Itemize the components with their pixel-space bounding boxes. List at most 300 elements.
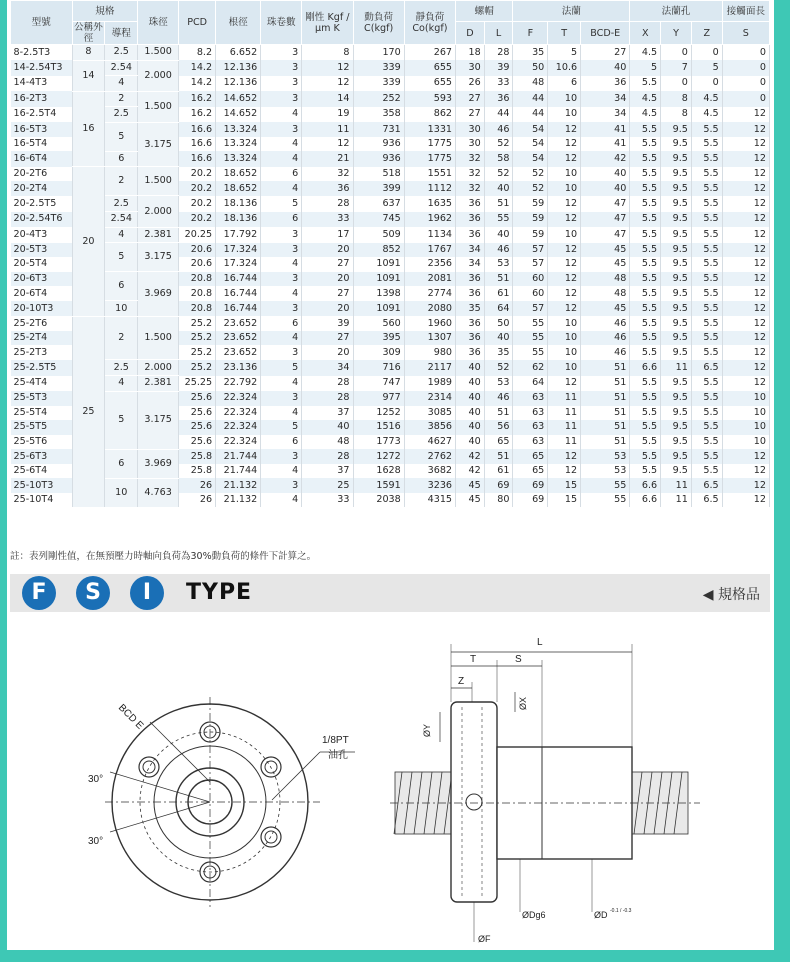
cell-c4: 25.6 <box>179 406 216 421</box>
cell-c14: 34 <box>581 91 630 107</box>
cell-c13: 10 <box>548 227 581 243</box>
table-row <box>11 91 770 107</box>
cell-c5: 16.744 <box>216 286 261 301</box>
cell-c18: 12 <box>722 493 769 508</box>
cell-c9: 3236 <box>404 478 455 493</box>
cell-c10: 42 <box>456 449 485 464</box>
cell-c17: 5.5 <box>691 243 722 258</box>
cell-c0: 25-5T5 <box>11 420 73 435</box>
header-ball: 珠徑 <box>138 1 179 45</box>
header-static-load: 靜負荷 Co(kgf) <box>404 1 455 45</box>
cell-c0: 25-6T4 <box>11 464 73 479</box>
cell-c15: 5.5 <box>630 212 661 228</box>
cell-c5: 13.324 <box>216 137 261 152</box>
angle-label-bottom: 30° <box>88 836 104 847</box>
label-t: T <box>470 654 477 665</box>
cell-c14: 45 <box>581 243 630 258</box>
header-nut: 螺帽 <box>456 1 513 22</box>
cell-c9: 1635 <box>404 196 455 212</box>
cell-c13: 12 <box>548 137 581 152</box>
cell-c13: 11 <box>548 391 581 406</box>
cell-c17: 5.5 <box>691 196 722 212</box>
cell-c7: 27 <box>302 257 353 272</box>
cell-c11: 50 <box>484 316 513 331</box>
cell-c4: 25.8 <box>179 449 216 464</box>
cell-c13: 10 <box>548 331 581 346</box>
cell-c9: 2117 <box>404 360 455 376</box>
cell-c14: 53 <box>581 449 630 464</box>
cell-c2: 2.5 <box>105 45 138 61</box>
cell-c11: 52 <box>484 167 513 182</box>
cell-c3: 2.381 <box>138 376 179 392</box>
cell-c17: 5.5 <box>691 227 722 243</box>
cell-c18: 12 <box>722 478 769 493</box>
cell-c0: 25-2T6 <box>11 316 73 331</box>
cell-c7: 20 <box>302 345 353 360</box>
header-f: F <box>513 22 548 45</box>
spec-table-wrapper <box>10 0 770 508</box>
cell-c6: 3 <box>261 60 302 76</box>
cell-c8: 509 <box>353 227 404 243</box>
cell-c18: 12 <box>722 243 769 258</box>
cell-c1: 16 <box>72 91 105 167</box>
cell-c10: 40 <box>456 435 485 450</box>
cell-c9: 1960 <box>404 316 455 331</box>
cell-c5: 13.324 <box>216 122 261 137</box>
cell-c2: 2.5 <box>105 107 138 123</box>
bcd-leader <box>150 722 210 782</box>
cell-c12: 65 <box>513 464 548 479</box>
cell-c11: 51 <box>484 406 513 421</box>
cell-c6: 6 <box>261 435 302 450</box>
cell-c16: 9.5 <box>661 137 692 152</box>
table-row <box>11 122 770 137</box>
cell-c12: 64 <box>513 376 548 392</box>
cell-c14: 51 <box>581 420 630 435</box>
cell-c11: 80 <box>484 493 513 508</box>
cell-c3: 3.175 <box>138 391 179 449</box>
cell-c3: 3.969 <box>138 272 179 317</box>
header-root: 根徑 <box>216 1 261 45</box>
cell-c8: 747 <box>353 376 404 392</box>
cell-c15: 6.6 <box>630 360 661 376</box>
cell-c14: 36 <box>581 76 630 92</box>
table-row <box>11 391 770 406</box>
cell-c11: 51 <box>484 272 513 287</box>
cell-c12: 54 <box>513 151 548 167</box>
cell-c4: 14.2 <box>179 60 216 76</box>
cell-c12: 59 <box>513 196 548 212</box>
cell-c16: 9.5 <box>661 435 692 450</box>
cell-c14: 47 <box>581 212 630 228</box>
cell-c13: 10.6 <box>548 60 581 76</box>
cell-c8: 560 <box>353 316 404 331</box>
table-row <box>11 227 770 243</box>
cell-c17: 4.5 <box>691 107 722 123</box>
cell-c12: 62 <box>513 360 548 376</box>
cell-c15: 5.5 <box>630 257 661 272</box>
cell-c6: 3 <box>261 272 302 287</box>
cell-c8: 2038 <box>353 493 404 508</box>
cell-c9: 3682 <box>404 464 455 479</box>
cell-c15: 5.5 <box>630 122 661 137</box>
cell-c4: 25.2 <box>179 360 216 376</box>
cell-c11: 40 <box>484 227 513 243</box>
standard-label: ◀ 規格品 <box>702 587 760 603</box>
cell-c4: 16.6 <box>179 122 216 137</box>
cell-c17: 0 <box>691 76 722 92</box>
cell-c10: 32 <box>456 181 485 196</box>
cell-c10: 45 <box>456 478 485 493</box>
cell-c14: 55 <box>581 493 630 508</box>
cell-c13: 11 <box>548 406 581 421</box>
cell-c7: 28 <box>302 449 353 464</box>
cell-c11: 61 <box>484 286 513 301</box>
cell-c0: 25-4T4 <box>11 376 73 392</box>
cell-c6: 3 <box>261 391 302 406</box>
header-stiffness: 剛性 Kgf /μm K <box>302 1 353 45</box>
cell-c18: 12 <box>722 122 769 137</box>
cell-c11: 33 <box>484 76 513 92</box>
cell-c4: 8.2 <box>179 45 216 61</box>
cell-c14: 45 <box>581 257 630 272</box>
cell-c6: 4 <box>261 137 302 152</box>
header-contact: 接觸面長 <box>722 1 769 22</box>
cell-c11: 40 <box>484 331 513 346</box>
cell-c10: 18 <box>456 45 485 61</box>
cell-c12: 55 <box>513 331 548 346</box>
label-y: ØY <box>422 723 432 737</box>
cell-c15: 4.5 <box>630 45 661 61</box>
cell-c4: 16.6 <box>179 151 216 167</box>
cell-c8: 1773 <box>353 435 404 450</box>
cell-c0: 20-6T3 <box>11 272 73 287</box>
cell-c4: 25.6 <box>179 420 216 435</box>
cell-c17: 5.5 <box>691 137 722 152</box>
cell-c5: 17.324 <box>216 243 261 258</box>
cell-c14: 47 <box>581 227 630 243</box>
cell-c16: 9.5 <box>661 151 692 167</box>
cell-c4: 20.8 <box>179 272 216 287</box>
cell-c6: 3 <box>261 345 302 360</box>
cell-c13: 10 <box>548 167 581 182</box>
cell-c14: 46 <box>581 331 630 346</box>
header-circuits: 珠卷數 <box>261 1 302 45</box>
cell-c11: 69 <box>484 478 513 493</box>
cell-c6: 4 <box>261 376 302 392</box>
cell-c11: 35 <box>484 345 513 360</box>
cell-c4: 16.6 <box>179 137 216 152</box>
label-d: ØD <box>594 910 608 920</box>
cell-c2: 2.5 <box>105 360 138 376</box>
cell-c13: 10 <box>548 107 581 123</box>
cell-c9: 2314 <box>404 391 455 406</box>
cell-c8: 339 <box>353 76 404 92</box>
cell-c15: 5.5 <box>630 420 661 435</box>
cell-c11: 36 <box>484 91 513 107</box>
cell-c17: 5.5 <box>691 212 722 228</box>
cell-c10: 36 <box>456 227 485 243</box>
cell-c7: 20 <box>302 301 353 317</box>
cell-c1: 20 <box>72 167 105 316</box>
cell-c16: 9.5 <box>661 243 692 258</box>
cell-c7: 28 <box>302 196 353 212</box>
cell-c18: 12 <box>722 272 769 287</box>
cell-c9: 1767 <box>404 243 455 258</box>
cell-c7: 25 <box>302 478 353 493</box>
cell-c11: 52 <box>484 137 513 152</box>
cell-c2: 6 <box>105 151 138 167</box>
cell-c9: 1962 <box>404 212 455 228</box>
cell-c16: 8 <box>661 107 692 123</box>
cell-c10: 32 <box>456 167 485 182</box>
cell-c3: 3.969 <box>138 449 179 478</box>
cell-c11: 56 <box>484 420 513 435</box>
cell-c14: 51 <box>581 360 630 376</box>
cell-c4: 20.2 <box>179 167 216 182</box>
cell-c14: 34 <box>581 107 630 123</box>
cell-c8: 170 <box>353 45 404 61</box>
cell-c14: 46 <box>581 345 630 360</box>
badge-i: I <box>130 576 164 610</box>
cell-c7: 36 <box>302 181 353 196</box>
cell-c1: 14 <box>72 60 105 91</box>
cell-c8: 1398 <box>353 286 404 301</box>
header-z: Z <box>691 22 722 45</box>
cell-c15: 5.5 <box>630 227 661 243</box>
cell-c7: 21 <box>302 151 353 167</box>
cell-c11: 61 <box>484 464 513 479</box>
cell-c10: 36 <box>456 196 485 212</box>
cell-c10: 36 <box>456 345 485 360</box>
cell-c8: 977 <box>353 391 404 406</box>
cell-c8: 637 <box>353 196 404 212</box>
cell-c15: 5.5 <box>630 243 661 258</box>
cell-c10: 32 <box>456 151 485 167</box>
cell-c13: 12 <box>548 376 581 392</box>
bcd-label: BCD E <box>115 702 146 732</box>
cell-c8: 339 <box>353 60 404 76</box>
cell-c3: 3.175 <box>138 122 179 167</box>
cell-c5: 16.744 <box>216 272 261 287</box>
cell-c8: 936 <box>353 137 404 152</box>
cell-c5: 21.744 <box>216 449 261 464</box>
cell-c15: 5.5 <box>630 301 661 317</box>
header-spec: 規格 <box>72 1 138 22</box>
cell-c4: 26 <box>179 493 216 508</box>
cell-c2: 5 <box>105 122 138 151</box>
cell-c10: 40 <box>456 360 485 376</box>
cell-c8: 358 <box>353 107 404 123</box>
cell-c8: 852 <box>353 243 404 258</box>
cell-c10: 36 <box>456 212 485 228</box>
cell-c10: 42 <box>456 464 485 479</box>
cell-c17: 5.5 <box>691 151 722 167</box>
cell-c5: 12.136 <box>216 76 261 92</box>
cell-c15: 5.5 <box>630 76 661 92</box>
cell-c9: 1551 <box>404 167 455 182</box>
cell-c16: 9.5 <box>661 331 692 346</box>
cell-c7: 19 <box>302 107 353 123</box>
nut-body <box>497 747 632 859</box>
label-d-tolerance: -0.1 / -0.3 <box>610 908 632 914</box>
cell-c6: 3 <box>261 243 302 258</box>
cell-c18: 12 <box>722 331 769 346</box>
cell-c1: 8 <box>72 45 105 61</box>
cell-c11: 51 <box>484 196 513 212</box>
cell-c0: 16-5T3 <box>11 122 73 137</box>
cell-c14: 40 <box>581 167 630 182</box>
cell-c4: 14.2 <box>179 76 216 92</box>
header-lead: 導程 <box>105 22 138 45</box>
cell-c5: 18.652 <box>216 181 261 196</box>
front-view <box>88 697 355 907</box>
cell-c17: 5.5 <box>691 420 722 435</box>
cell-c10: 27 <box>456 107 485 123</box>
cell-c16: 7 <box>661 60 692 76</box>
cell-c7: 40 <box>302 420 353 435</box>
cell-c13: 12 <box>548 243 581 258</box>
cell-c12: 65 <box>513 449 548 464</box>
side-view <box>390 637 700 944</box>
cell-c15: 5.5 <box>630 376 661 392</box>
cell-c18: 12 <box>722 137 769 152</box>
header-y: Y <box>661 22 692 45</box>
cell-c12: 44 <box>513 91 548 107</box>
header-model: 型號 <box>11 1 73 45</box>
cell-c11: 64 <box>484 301 513 317</box>
cell-c9: 2762 <box>404 449 455 464</box>
cell-c7: 12 <box>302 76 353 92</box>
cell-c6: 3 <box>261 449 302 464</box>
cell-c7: 33 <box>302 493 353 508</box>
cell-c3: 2.381 <box>138 227 179 243</box>
cell-c12: 63 <box>513 406 548 421</box>
cell-c0: 14-4T3 <box>11 76 73 92</box>
cell-c6: 4 <box>261 406 302 421</box>
cell-c7: 28 <box>302 376 353 392</box>
cell-c12: 52 <box>513 167 548 182</box>
cell-c11: 44 <box>484 107 513 123</box>
cell-c4: 20.2 <box>179 181 216 196</box>
cell-c15: 4.5 <box>630 107 661 123</box>
table-row <box>11 60 770 76</box>
header-t: T <box>548 22 581 45</box>
cell-c16: 9.5 <box>661 301 692 317</box>
oil-hole-leader <box>272 752 320 800</box>
cell-c0: 20-4T3 <box>11 227 73 243</box>
cell-c14: 46 <box>581 316 630 331</box>
frame-left <box>0 0 7 962</box>
cell-c0: 16-2T3 <box>11 91 73 107</box>
cell-c0: 25-2.5T5 <box>11 360 73 376</box>
cell-c12: 35 <box>513 45 548 61</box>
cell-c3: 1.500 <box>138 167 179 196</box>
cell-c16: 9.5 <box>661 391 692 406</box>
cell-c8: 936 <box>353 151 404 167</box>
cell-c6: 6 <box>261 167 302 182</box>
cell-c0: 25-10T4 <box>11 493 73 508</box>
cell-c9: 4315 <box>404 493 455 508</box>
cell-c0: 20-5T3 <box>11 243 73 258</box>
cell-c5: 14.652 <box>216 107 261 123</box>
cell-c9: 4627 <box>404 435 455 450</box>
cell-c6: 4 <box>261 464 302 479</box>
cell-c4: 16.2 <box>179 107 216 123</box>
cell-c5: 21.744 <box>216 464 261 479</box>
cell-c10: 40 <box>456 391 485 406</box>
cell-c7: 37 <box>302 464 353 479</box>
cell-c11: 40 <box>484 181 513 196</box>
cell-c10: 26 <box>456 76 485 92</box>
cell-c5: 21.132 <box>216 478 261 493</box>
cell-c14: 48 <box>581 272 630 287</box>
cell-c6: 3 <box>261 478 302 493</box>
angle-label-top: 30° <box>88 774 104 785</box>
cell-c5: 21.132 <box>216 493 261 508</box>
cell-c9: 2356 <box>404 257 455 272</box>
cell-c17: 5.5 <box>691 449 722 464</box>
cell-c0: 25-2T3 <box>11 345 73 360</box>
cell-c5: 23.652 <box>216 331 261 346</box>
cell-c6: 6 <box>261 212 302 228</box>
cell-c15: 5.5 <box>630 331 661 346</box>
cell-c9: 2081 <box>404 272 455 287</box>
cell-c18: 10 <box>722 435 769 450</box>
cell-c8: 252 <box>353 91 404 107</box>
cell-c15: 5.5 <box>630 449 661 464</box>
header-pcd: PCD <box>179 1 216 45</box>
cell-c2: 6 <box>105 449 138 478</box>
cell-c16: 11 <box>661 360 692 376</box>
table-row <box>11 376 770 392</box>
cell-c5: 23.652 <box>216 345 261 360</box>
header-s: S <box>722 22 769 45</box>
cell-c18: 12 <box>722 376 769 392</box>
cell-c12: 63 <box>513 435 548 450</box>
cell-c7: 27 <box>302 331 353 346</box>
oil-hole-side <box>466 794 482 810</box>
cell-c14: 41 <box>581 137 630 152</box>
cell-c7: 28 <box>302 391 353 406</box>
spec-table-body <box>11 45 770 508</box>
cell-c4: 16.2 <box>179 91 216 107</box>
cell-c15: 5.5 <box>630 316 661 331</box>
oil-hole-sub-label: 油孔 <box>328 750 348 761</box>
cell-c15: 5.5 <box>630 435 661 450</box>
cell-c18: 12 <box>722 181 769 196</box>
cell-c12: 59 <box>513 227 548 243</box>
cell-c9: 1775 <box>404 151 455 167</box>
cell-c17: 4.5 <box>691 91 722 107</box>
cell-c2: 2.54 <box>105 212 138 228</box>
cell-c17: 6.5 <box>691 360 722 376</box>
cell-c12: 69 <box>513 478 548 493</box>
cell-c9: 1775 <box>404 137 455 152</box>
cell-c17: 5.5 <box>691 181 722 196</box>
cell-c14: 40 <box>581 181 630 196</box>
oil-hole-label: 1/8PT <box>322 735 349 746</box>
cell-c4: 20.6 <box>179 257 216 272</box>
table-row <box>11 449 770 464</box>
cell-c18: 12 <box>722 316 769 331</box>
cell-c6: 4 <box>261 257 302 272</box>
cell-c16: 9.5 <box>661 420 692 435</box>
cell-c14: 42 <box>581 151 630 167</box>
cell-c8: 716 <box>353 360 404 376</box>
cell-c13: 11 <box>548 420 581 435</box>
cell-c11: 51 <box>484 449 513 464</box>
